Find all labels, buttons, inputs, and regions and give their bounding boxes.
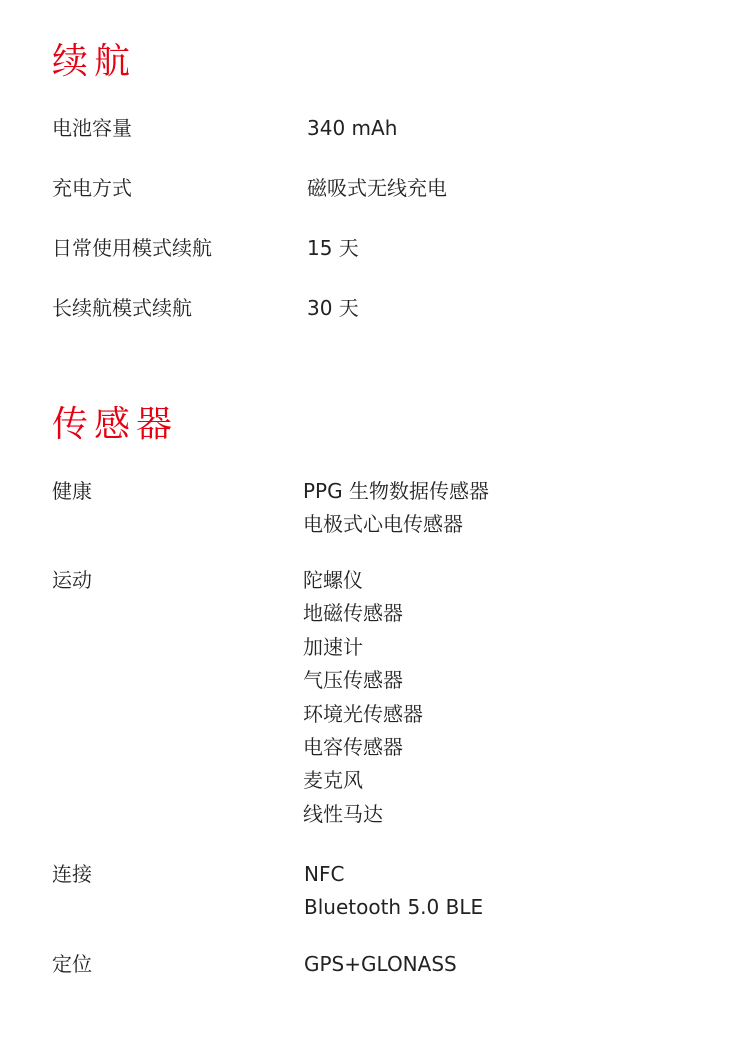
sensor-item: PPG 生物数据传感器 bbox=[303, 479, 489, 503]
sensor-item: 环境光传感器 bbox=[303, 701, 423, 726]
long-mode-life-value: 30 天 bbox=[307, 296, 359, 320]
positioning-list bbox=[304, 952, 457, 985]
connectivity-item: Bluetooth 5.0 BLE bbox=[304, 895, 484, 920]
battery-capacity-value: 340 mAh bbox=[307, 116, 398, 140]
charging-method-value: 磁吸式无线充电 bbox=[307, 176, 447, 200]
motion-label: 运动 bbox=[52, 568, 92, 592]
positioning-label: 定位 bbox=[52, 952, 92, 976]
charging-method-label: 充电方式 bbox=[52, 176, 132, 200]
battery-capacity-label: 电池容量 bbox=[52, 116, 132, 140]
sensor-item: 麦克风 bbox=[303, 768, 363, 793]
sensor-item: 电极式心电传感器 bbox=[303, 512, 463, 537]
sensor-item: 线性马达 bbox=[303, 801, 383, 826]
sensor-item: 电容传感器 bbox=[303, 734, 403, 759]
health-label: 健康 bbox=[52, 479, 92, 503]
sensor-item: 地磁传感器 bbox=[303, 601, 403, 626]
connectivity-list bbox=[304, 862, 483, 929]
health-sensor-list bbox=[303, 479, 489, 546]
sensor-item: 加速计 bbox=[303, 634, 363, 659]
motion-sensor-list bbox=[303, 568, 423, 835]
sensor-item: 陀螺仪 bbox=[303, 568, 363, 592]
positioning-item: GPS+GLONASS bbox=[304, 952, 457, 976]
connectivity-item: NFC bbox=[304, 862, 345, 886]
connectivity-label: 连接 bbox=[52, 862, 92, 886]
sensors-section-title: 传感器 bbox=[52, 404, 179, 445]
battery-section-title: 续航 bbox=[52, 41, 137, 82]
sensor-item: 气压传感器 bbox=[303, 668, 403, 693]
daily-mode-life-value: 15 天 bbox=[307, 236, 359, 260]
daily-mode-life-label: 日常使用模式续航 bbox=[52, 236, 212, 260]
long-mode-life-label: 长续航模式续航 bbox=[52, 296, 192, 320]
